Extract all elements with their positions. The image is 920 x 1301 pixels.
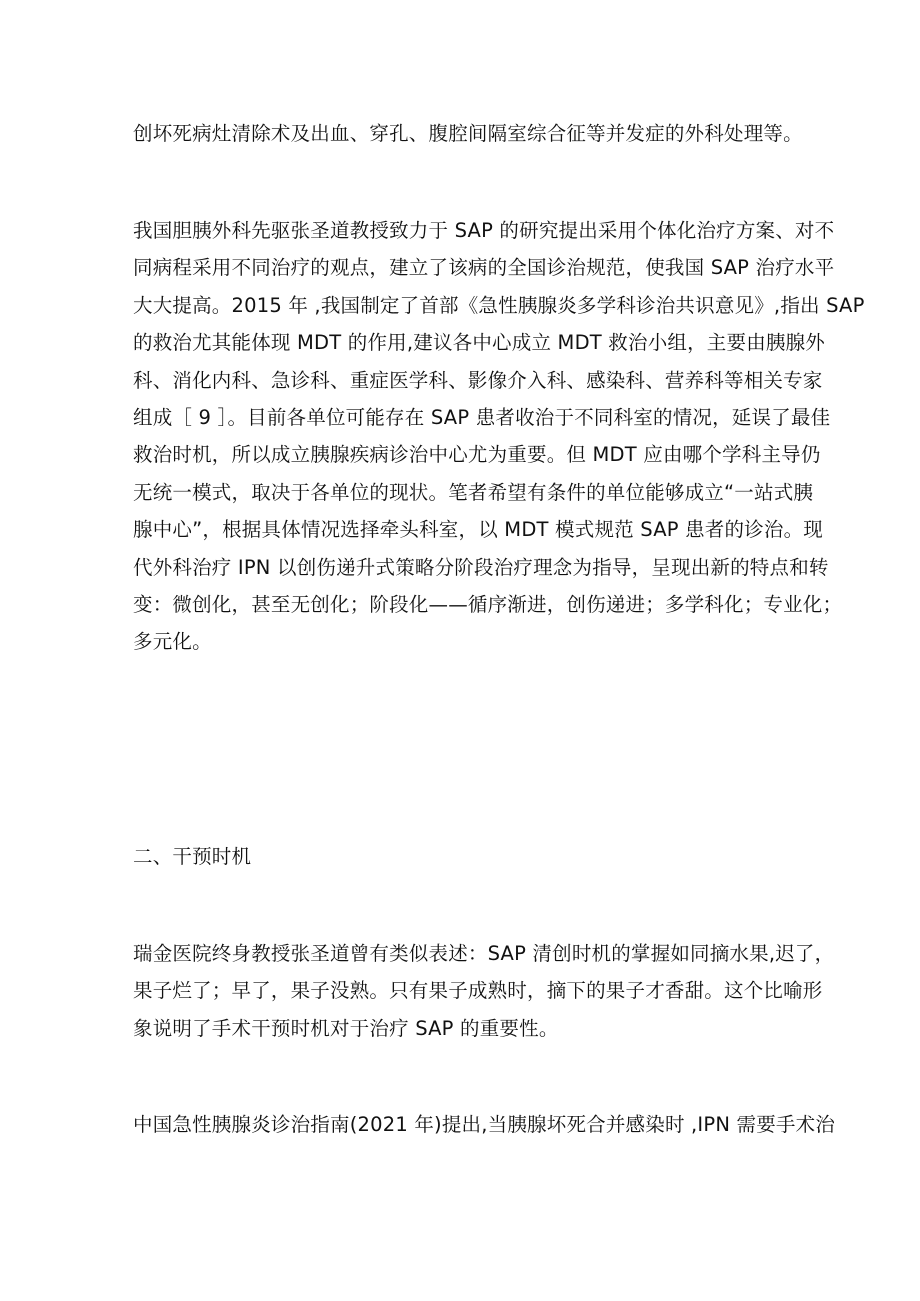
text-line: 瑞金医院终身教授张圣道曾有类似表述：SAP 清创时机的掌握如同摘水果,迟了，: [133, 942, 835, 965]
text-line: 变：微创化，甚至无创化；阶段化——循序渐进，创伤递进；多学科化；专业化；: [133, 593, 843, 617]
text-line: 我国胆胰外科先驱张圣道教授致力于 SAP 的研究提出采用个体化治疗方案、对不: [133, 219, 835, 242]
paragraph-surgical-treatment: [133, 115, 803, 152]
text-line: 的救治尤其能体现 MDT 的作用,建议各中心成立 MDT 救治小组，主要由胰腺外: [133, 331, 825, 355]
text-line: 组成［ 9 ］。目前各单位可能存在 SAP 患者收治于不同科室的情况，延误了最佳: [133, 406, 831, 430]
text-line: 象说明了手术干预时机对于治疗 SAP 的重要性。: [133, 1016, 559, 1040]
heading-text: 二、干预时机: [133, 845, 252, 868]
text-line: 大大提高。2015 年 ,我国制定了首部《急性胰腺炎多学科诊治共识意见》,指出 SAP: [133, 293, 865, 317]
paragraph-fruit-analogy: [133, 935, 835, 1047]
paragraph-guideline-2021: [133, 1106, 836, 1143]
text-line: 果子烂了；早了，果子没熟。只有果子成熟时，摘下的果子才香甜。这个比喻形: [133, 979, 823, 1003]
text-line: 救治时机，所以成立胰腺疾病诊治中心尤为重要。但 MDT 应由哪个学科主导仍: [133, 443, 821, 467]
text-line: 腺中心”，根据具体情况选择牵头科室，以 MDT 模式规范 SAP 患者的诊治。现: [133, 518, 823, 542]
text-line: 无统一模式，取决于各单位的现状。笔者希望有条件的单位能够成立“一站式胰: [133, 480, 814, 504]
text-line: 科、消化内科、急诊科、重症医学科、影像介入科、感染科、营养科等相关专家: [133, 368, 823, 392]
text-line: 创坏死病灶清除术及出血、穿孔、腹腔间隔室综合征等并发症的外科处理等。: [133, 122, 803, 145]
paragraph-mdt-china: [133, 212, 865, 661]
text-line: 同病程采用不同治疗的观点，建立了该病的全国诊治规范，使我国 SAP 治疗水平: [133, 256, 835, 280]
text-line: 代外科治疗 IPN 以创伤递升式策略分阶段治疗理念为指导，呈现出新的特点和转: [133, 555, 829, 579]
text-line: 中国急性胰腺炎诊治指南(2021 年)提出,当胰腺坏死合并感染时 ,IPN 需要手术治: [133, 1113, 836, 1136]
section-heading-intervention-timing: [133, 838, 793, 875]
text-line: 多元化。: [133, 630, 212, 654]
